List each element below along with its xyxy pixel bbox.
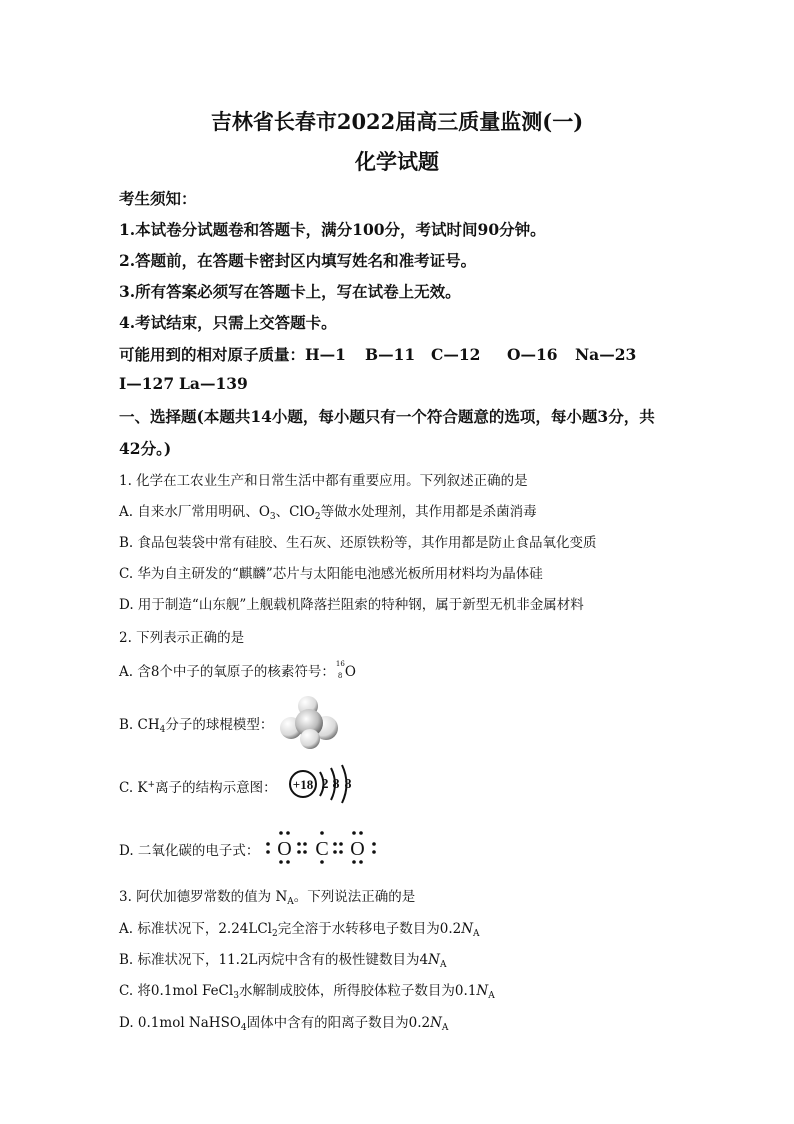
question-2-option-b: B. $CH_4$分子的球棍模型：: [119, 694, 344, 750]
notice-item: 4.考试结束，只需上交答题卡。: [119, 313, 337, 332]
page-title: 吉林省长春市2022届高三质量监测(一): [210, 109, 584, 134]
question-2-option-a: A. 含8个中子的氧原子的核素符号： 16 8 O: [119, 660, 356, 680]
shell-electron-count: 2: [321, 777, 329, 792]
atomic-mass: O—16: [507, 345, 558, 364]
question-1-option-a: A. 自来水厂常用明矾、$O_3$、ClO$_2$等做水处理剂，其作用都是杀菌消毒: [119, 504, 537, 522]
shell-electron-count: 8: [344, 777, 352, 792]
co2-electron-formula: [264, 828, 388, 866]
atomic-mass-line: [119, 343, 636, 365]
question-3-option-d: D. 0.1mol NaHSO$_4$固体中含有的阳离子数目为$0.2N_A$: [119, 1015, 449, 1033]
question-3-option-b: B. 标准状况下，11.2L丙烷中含有的极性键数目为$4N_A$: [119, 952, 447, 970]
question-1-option-b: B. 食品包装袋中常有硅胶、生石灰、还原铁粉等，其作用都是防止食品氧化变质: [119, 535, 597, 551]
atomic-mass-label: 可能用到的相对原子质量：: [119, 345, 306, 364]
atom-symbol: O: [350, 838, 365, 860]
hydrogen-atom: [300, 729, 320, 749]
question-2-option-c: C. K+离子的结构示意图： +18 2 8 8: [119, 762, 359, 806]
question-3-option-c: C. 将0.1mol FeCl$_3$水解制成胶体，所得胶体粒子数目为$0.1N_A$: [119, 983, 495, 1001]
section-heading: 42分。): [119, 439, 172, 458]
question-2-stem: 2. 下列表示正确的是: [119, 630, 245, 646]
question-1-option-c: C. 华为自主研发的“麒麟”芯片与太阳能电池感光板所用材料均为晶体硅: [119, 566, 543, 582]
nucleus-charge: +18: [292, 777, 314, 792]
atomic-mass: H—1: [305, 345, 346, 364]
notice-item: 1.本试卷分试题卷和答题卡，满分100分，考试时间90分钟。: [119, 220, 546, 239]
atom-symbol: C: [315, 838, 329, 860]
atomic-mass: La—139: [179, 374, 248, 393]
shell-electron-count: 8: [332, 777, 340, 792]
page-subtitle: 化学试题: [355, 149, 439, 174]
notice-item: 2.答题前，在答题卡密封区内填写姓名和准考证号。: [119, 251, 477, 270]
atomic-mass: Na—23: [575, 345, 637, 364]
atomic-mass: B—11: [365, 345, 416, 364]
question-3-stem: 3. 阿伏加德罗常数的值为 $N_A$。下列说法正确的是: [119, 889, 416, 907]
atomic-mass-line: [119, 374, 248, 393]
notice-item: 3.所有答案必须写在答题卡上，写在试卷上无效。: [119, 282, 461, 301]
question-1-stem: 1. 化学在工农业生产和日常生活中都有重要应用。下列叙述正确的是: [119, 473, 528, 489]
potassium-ion-structure-diagram: [287, 762, 359, 806]
methane-ball-stick-model: [278, 694, 344, 750]
notice-heading: 考生须知：: [119, 189, 197, 208]
atomic-mass: C—12: [431, 345, 481, 364]
question-2-option-d: D. 二氧化碳的电子式： O C O: [119, 828, 388, 868]
atomic-mass: I—127: [119, 374, 175, 393]
question-1-option-d: D. 用于制造“山东舰”上舰载机降落拦阻索的特种钢，属于新型无机非金属材料: [119, 597, 584, 613]
isotope-symbol: 16 8: [335, 660, 345, 680]
atom-symbol: O: [277, 838, 292, 860]
question-3-option-a: A. 标准状况下，2.24LCl$_2$完全溶于水转移电子数目为$0.2N_A$: [119, 921, 480, 939]
section-heading: 一、选择题(本题共14小题，每小题只有一个符合题意的选项，每小题3分，共: [119, 407, 655, 426]
